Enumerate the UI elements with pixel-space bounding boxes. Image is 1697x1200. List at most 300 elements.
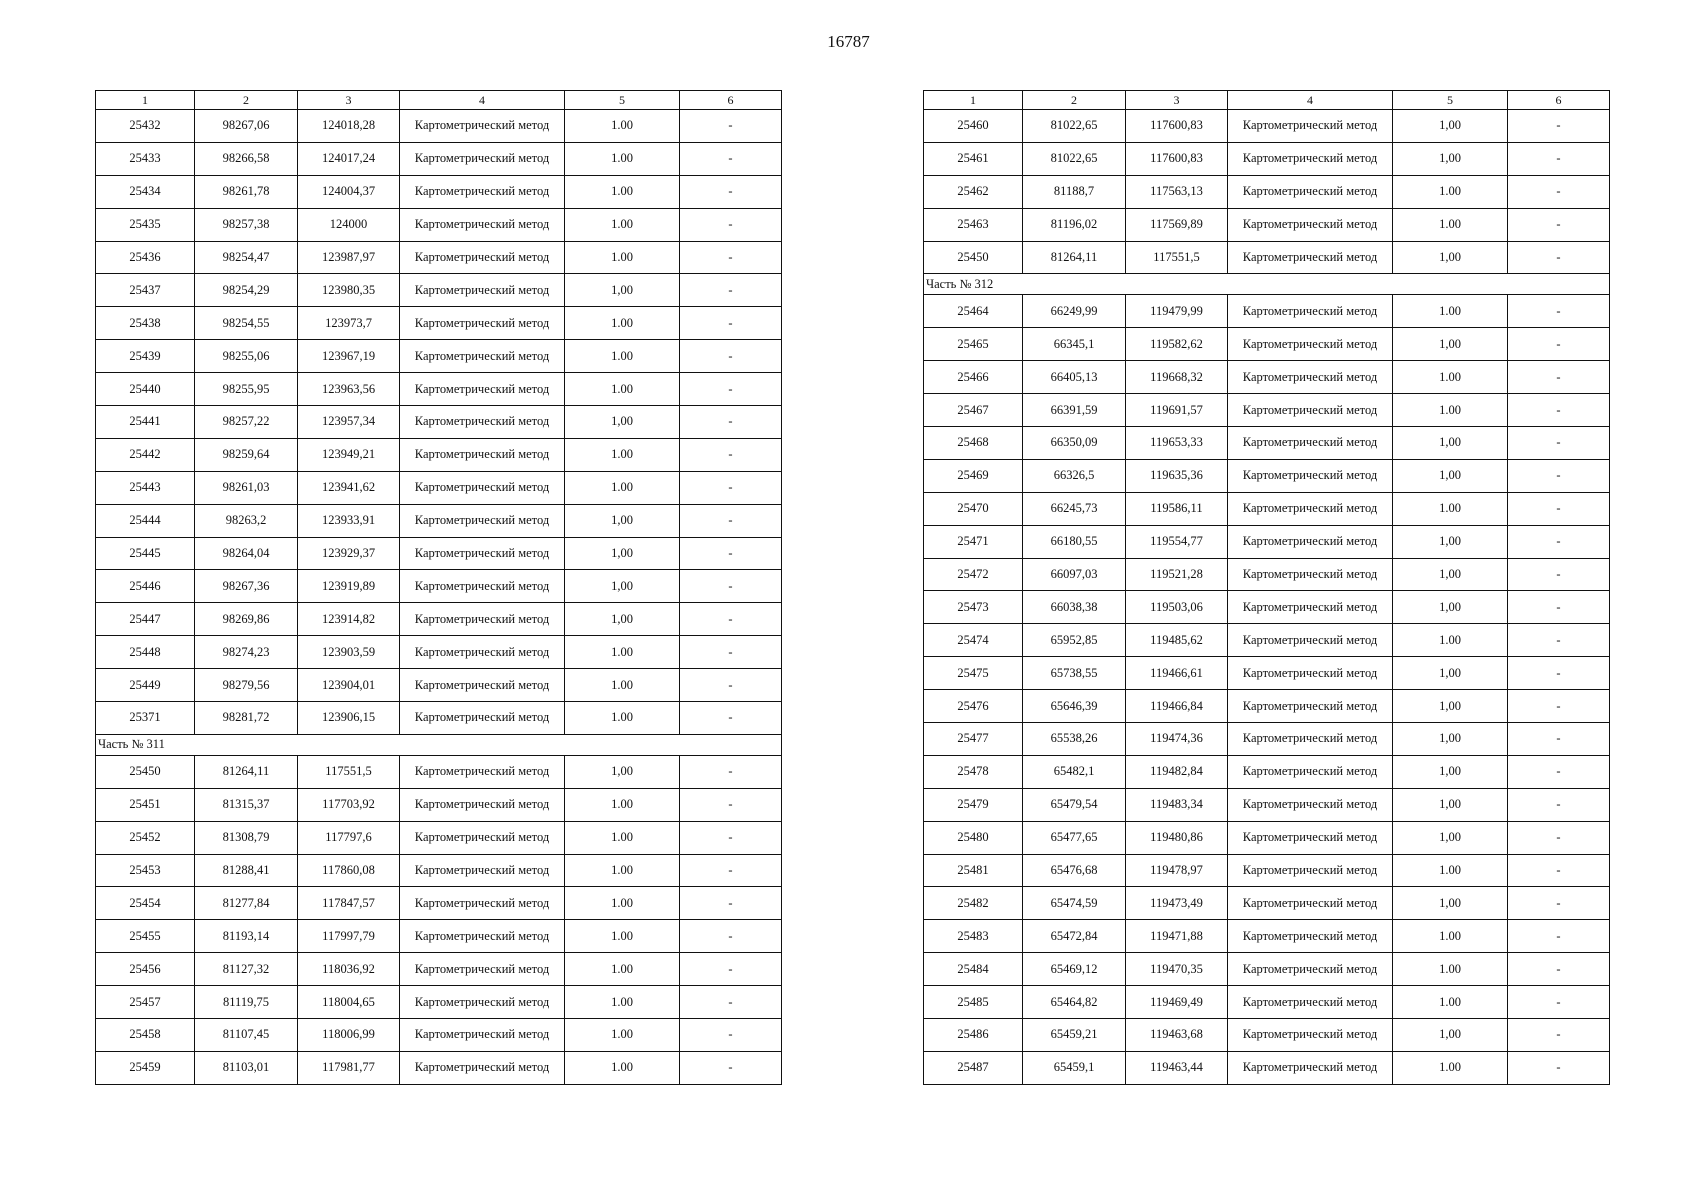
table-header: [96, 91, 782, 110]
table-row: [96, 788, 782, 821]
column-header: 1: [924, 91, 1023, 110]
point-number-cell: 25451: [96, 788, 195, 821]
y-coordinate-cell: 119466,61: [1126, 657, 1228, 690]
table-row: [96, 570, 782, 603]
method-cell: Картометрический метод: [1228, 624, 1393, 657]
table-row: [96, 307, 782, 340]
x-coordinate-cell: 98257,22: [195, 406, 298, 439]
method-cell: Картометрический метод: [1228, 953, 1393, 986]
y-coordinate-cell: 117997,79: [298, 920, 400, 953]
point-number-cell: 25481: [924, 854, 1023, 887]
table-row: [924, 920, 1610, 953]
table-row: [924, 492, 1610, 525]
table-row: [96, 438, 782, 471]
accuracy-cell: 1,00: [1393, 110, 1508, 143]
accuracy-cell: 1.00: [565, 821, 680, 854]
point-number-cell: 25464: [924, 295, 1023, 328]
accuracy-cell: 1.00: [1393, 953, 1508, 986]
accuracy-cell: 1.00: [565, 953, 680, 986]
method-cell: Картометрический метод: [400, 110, 565, 143]
x-coordinate-cell: 66345,1: [1023, 328, 1126, 361]
method-cell: Картометрический метод: [1228, 525, 1393, 558]
accuracy-cell: 1,00: [1393, 328, 1508, 361]
method-cell: Картометрический метод: [400, 241, 565, 274]
y-coordinate-cell: 119503,06: [1126, 591, 1228, 624]
point-number-cell: 25483: [924, 920, 1023, 953]
method-cell: Картометрический метод: [1228, 1051, 1393, 1084]
y-coordinate-cell: 119483,34: [1126, 788, 1228, 821]
point-number-cell: 25434: [96, 175, 195, 208]
x-coordinate-cell: 81264,11: [195, 755, 298, 788]
point-number-cell: 25461: [924, 142, 1023, 175]
y-coordinate-cell: 119586,11: [1126, 492, 1228, 525]
description-cell: -: [680, 854, 782, 887]
y-coordinate-cell: 124004,37: [298, 175, 400, 208]
method-cell: Картометрический метод: [1228, 394, 1393, 427]
y-coordinate-cell: 119466,84: [1126, 690, 1228, 723]
description-cell: -: [680, 1019, 782, 1052]
x-coordinate-cell: 81022,65: [1023, 110, 1126, 143]
point-number-cell: 25449: [96, 669, 195, 702]
method-cell: Картометрический метод: [1228, 887, 1393, 920]
x-coordinate-cell: 98254,47: [195, 241, 298, 274]
x-coordinate-cell: 65476,68: [1023, 854, 1126, 887]
x-coordinate-cell: 98254,55: [195, 307, 298, 340]
point-number-cell: 25438: [96, 307, 195, 340]
description-cell: -: [1508, 1019, 1610, 1052]
point-number-cell: 25446: [96, 570, 195, 603]
point-number-cell: 25458: [96, 1019, 195, 1052]
point-number-cell: 25448: [96, 636, 195, 669]
y-coordinate-cell: 119554,77: [1126, 525, 1228, 558]
accuracy-cell: 1.00: [565, 307, 680, 340]
y-coordinate-cell: 119463,68: [1126, 1019, 1228, 1052]
accuracy-cell: 1.00: [1393, 361, 1508, 394]
column-header: 5: [1393, 91, 1508, 110]
description-cell: -: [1508, 986, 1610, 1019]
point-number-cell: 25433: [96, 142, 195, 175]
x-coordinate-cell: 66326,5: [1023, 459, 1126, 492]
table-row: [96, 241, 782, 274]
point-number-cell: 25479: [924, 788, 1023, 821]
table-row: [96, 986, 782, 1019]
table-row: [924, 854, 1610, 887]
table-row: [96, 953, 782, 986]
accuracy-cell: 1,00: [1393, 821, 1508, 854]
method-cell: Картометрический метод: [1228, 558, 1393, 591]
method-cell: Картометрический метод: [400, 438, 565, 471]
accuracy-cell: 1.00: [565, 854, 680, 887]
table-row: [96, 702, 782, 735]
table-row: [96, 373, 782, 406]
x-coordinate-cell: 81315,37: [195, 788, 298, 821]
y-coordinate-cell: 123919,89: [298, 570, 400, 603]
accuracy-cell: 1.00: [1393, 492, 1508, 525]
table-row: [96, 175, 782, 208]
point-number-cell: 25441: [96, 406, 195, 439]
accuracy-cell: 1,00: [565, 504, 680, 537]
accuracy-cell: 1,00: [1393, 1019, 1508, 1052]
point-number-cell: 25476: [924, 690, 1023, 723]
description-cell: -: [1508, 558, 1610, 591]
accuracy-cell: 1,00: [565, 406, 680, 439]
accuracy-cell: 1.00: [565, 175, 680, 208]
x-coordinate-cell: 65538,26: [1023, 723, 1126, 756]
y-coordinate-cell: 123933,91: [298, 504, 400, 537]
y-coordinate-cell: 119668,32: [1126, 361, 1228, 394]
description-cell: -: [680, 373, 782, 406]
point-number-cell: 25480: [924, 821, 1023, 854]
column-header: 4: [1228, 91, 1393, 110]
coordinates-table-left: [95, 90, 782, 1085]
point-number-cell: 25478: [924, 755, 1023, 788]
y-coordinate-cell: 123941,62: [298, 471, 400, 504]
table-header: [924, 91, 1610, 110]
method-cell: Картометрический метод: [400, 406, 565, 439]
x-coordinate-cell: 81277,84: [195, 887, 298, 920]
y-coordinate-cell: 123967,19: [298, 340, 400, 373]
description-cell: -: [680, 537, 782, 570]
point-number-cell: 25473: [924, 591, 1023, 624]
y-coordinate-cell: 123980,35: [298, 274, 400, 307]
description-cell: -: [680, 821, 782, 854]
table-row: [924, 525, 1610, 558]
accuracy-cell: 1.00: [1393, 208, 1508, 241]
method-cell: Картометрический метод: [1228, 295, 1393, 328]
y-coordinate-cell: 119691,57: [1126, 394, 1228, 427]
method-cell: Картометрический метод: [1228, 175, 1393, 208]
description-cell: -: [1508, 854, 1610, 887]
accuracy-cell: 1,00: [1393, 142, 1508, 175]
table-body: [96, 110, 782, 1085]
point-number-cell: 25470: [924, 492, 1023, 525]
x-coordinate-cell: 98255,06: [195, 340, 298, 373]
method-cell: Картометрический метод: [400, 537, 565, 570]
x-coordinate-cell: 81308,79: [195, 821, 298, 854]
description-cell: -: [1508, 723, 1610, 756]
accuracy-cell: 1,00: [1393, 657, 1508, 690]
accuracy-cell: 1.00: [1393, 394, 1508, 427]
column-header: 2: [195, 91, 298, 110]
y-coordinate-cell: 123906,15: [298, 702, 400, 735]
accuracy-cell: 1,00: [565, 274, 680, 307]
accuracy-cell: 1.00: [565, 702, 680, 735]
x-coordinate-cell: 98255,95: [195, 373, 298, 406]
y-coordinate-cell: 123929,37: [298, 537, 400, 570]
table-row: [924, 241, 1610, 274]
y-coordinate-cell: 124000: [298, 208, 400, 241]
method-cell: Картометрический метод: [400, 636, 565, 669]
y-coordinate-cell: 119635,36: [1126, 459, 1228, 492]
x-coordinate-cell: 81107,45: [195, 1019, 298, 1052]
accuracy-cell: 1,00: [1393, 591, 1508, 624]
point-number-cell: 25443: [96, 471, 195, 504]
method-cell: Картометрический метод: [1228, 854, 1393, 887]
y-coordinate-cell: 123957,34: [298, 406, 400, 439]
accuracy-cell: 1.00: [1393, 1051, 1508, 1084]
method-cell: Картометрический метод: [1228, 459, 1393, 492]
description-cell: -: [680, 142, 782, 175]
description-cell: -: [1508, 525, 1610, 558]
x-coordinate-cell: 98267,06: [195, 110, 298, 143]
point-number-cell: 25471: [924, 525, 1023, 558]
accuracy-cell: 1.00: [565, 373, 680, 406]
description-cell: -: [680, 110, 782, 143]
table-row: [924, 755, 1610, 788]
y-coordinate-cell: 119473,49: [1126, 887, 1228, 920]
point-number-cell: 25465: [924, 328, 1023, 361]
point-number-cell: 25447: [96, 603, 195, 636]
column-header: 4: [400, 91, 565, 110]
accuracy-cell: 1.00: [565, 438, 680, 471]
description-cell: -: [680, 175, 782, 208]
table-row: [924, 953, 1610, 986]
table-row: [924, 110, 1610, 143]
x-coordinate-cell: 65469,12: [1023, 953, 1126, 986]
accuracy-cell: 1,00: [1393, 558, 1508, 591]
point-number-cell: 25455: [96, 920, 195, 953]
y-coordinate-cell: 117563,13: [1126, 175, 1228, 208]
description-cell: -: [1508, 394, 1610, 427]
column-header: 6: [680, 91, 782, 110]
accuracy-cell: 1,00: [1393, 788, 1508, 821]
table-row: [96, 208, 782, 241]
table-row: [924, 1051, 1610, 1084]
x-coordinate-cell: 66180,55: [1023, 525, 1126, 558]
accuracy-cell: 1,00: [1393, 723, 1508, 756]
y-coordinate-cell: 117600,83: [1126, 110, 1228, 143]
description-cell: -: [1508, 624, 1610, 657]
table-row: [924, 887, 1610, 920]
x-coordinate-cell: 65472,84: [1023, 920, 1126, 953]
description-cell: -: [1508, 657, 1610, 690]
y-coordinate-cell: 119582,62: [1126, 328, 1228, 361]
x-coordinate-cell: 65952,85: [1023, 624, 1126, 657]
point-number-cell: 25442: [96, 438, 195, 471]
point-number-cell: 25466: [924, 361, 1023, 394]
description-cell: -: [680, 669, 782, 702]
description-cell: -: [1508, 427, 1610, 460]
table-row: [924, 208, 1610, 241]
table-row: [96, 537, 782, 570]
y-coordinate-cell: 117551,5: [1126, 241, 1228, 274]
method-cell: Картометрический метод: [1228, 657, 1393, 690]
method-cell: Картометрический метод: [1228, 328, 1393, 361]
point-number-cell: 25485: [924, 986, 1023, 1019]
method-cell: Картометрический метод: [400, 208, 565, 241]
y-coordinate-cell: 117703,92: [298, 788, 400, 821]
y-coordinate-cell: 117600,83: [1126, 142, 1228, 175]
method-cell: Картометрический метод: [1228, 361, 1393, 394]
point-number-cell: 25484: [924, 953, 1023, 986]
point-number-cell: 25450: [924, 241, 1023, 274]
x-coordinate-cell: 81127,32: [195, 953, 298, 986]
description-cell: -: [680, 636, 782, 669]
accuracy-cell: 1,00: [1393, 459, 1508, 492]
accuracy-cell: 1.00: [565, 986, 680, 1019]
method-cell: Картометрический метод: [400, 603, 565, 636]
description-cell: -: [1508, 591, 1610, 624]
table-row: [924, 1019, 1610, 1052]
point-number-cell: 25457: [96, 986, 195, 1019]
y-coordinate-cell: 119478,97: [1126, 854, 1228, 887]
y-coordinate-cell: 117569,89: [1126, 208, 1228, 241]
method-cell: Картометрический метод: [1228, 690, 1393, 723]
table-row: [96, 603, 782, 636]
table-row: [924, 142, 1610, 175]
point-number-cell: 25460: [924, 110, 1023, 143]
page-number: 16787: [827, 32, 870, 51]
description-cell: -: [1508, 175, 1610, 208]
description-cell: -: [1508, 755, 1610, 788]
point-number-cell: 25456: [96, 953, 195, 986]
y-coordinate-cell: 119485,62: [1126, 624, 1228, 657]
point-number-cell: 25445: [96, 537, 195, 570]
table-row: [96, 887, 782, 920]
x-coordinate-cell: 65646,39: [1023, 690, 1126, 723]
x-coordinate-cell: 81103,01: [195, 1051, 298, 1084]
table-row: [924, 657, 1610, 690]
point-number-cell: 25463: [924, 208, 1023, 241]
point-number-cell: 25468: [924, 427, 1023, 460]
section-row: [96, 734, 782, 755]
y-coordinate-cell: 124017,24: [298, 142, 400, 175]
point-number-cell: 25439: [96, 340, 195, 373]
method-cell: Картометрический метод: [400, 821, 565, 854]
accuracy-cell: 1.00: [565, 669, 680, 702]
accuracy-cell: 1,00: [565, 570, 680, 603]
accuracy-cell: 1.00: [565, 110, 680, 143]
point-number-cell: 25432: [96, 110, 195, 143]
accuracy-cell: 1,00: [1393, 887, 1508, 920]
table-row: [96, 110, 782, 143]
description-cell: -: [680, 986, 782, 1019]
method-cell: Картометрический метод: [1228, 821, 1393, 854]
x-coordinate-cell: 98269,86: [195, 603, 298, 636]
point-number-cell: 25444: [96, 504, 195, 537]
y-coordinate-cell: 123987,97: [298, 241, 400, 274]
column-header: 3: [298, 91, 400, 110]
x-coordinate-cell: 66245,73: [1023, 492, 1126, 525]
method-cell: Картометрический метод: [1228, 986, 1393, 1019]
description-cell: -: [1508, 690, 1610, 723]
x-coordinate-cell: 98254,29: [195, 274, 298, 307]
x-coordinate-cell: 66249,99: [1023, 295, 1126, 328]
table-row: [96, 274, 782, 307]
accuracy-cell: 1.00: [565, 208, 680, 241]
table-row: [924, 295, 1610, 328]
accuracy-cell: 1,00: [565, 603, 680, 636]
method-cell: Картометрический метод: [400, 702, 565, 735]
table-row: [96, 1051, 782, 1084]
description-cell: -: [1508, 241, 1610, 274]
accuracy-cell: 1.00: [1393, 854, 1508, 887]
point-number-cell: 25437: [96, 274, 195, 307]
method-cell: Картометрический метод: [400, 471, 565, 504]
column-header: 2: [1023, 91, 1126, 110]
table-row: [96, 471, 782, 504]
x-coordinate-cell: 98267,36: [195, 570, 298, 603]
method-cell: Картометрический метод: [1228, 492, 1393, 525]
table-row: [96, 920, 782, 953]
method-cell: Картометрический метод: [400, 755, 565, 788]
x-coordinate-cell: 65738,55: [1023, 657, 1126, 690]
accuracy-cell: 1,00: [1393, 427, 1508, 460]
table-row: [924, 558, 1610, 591]
x-coordinate-cell: 66038,38: [1023, 591, 1126, 624]
x-coordinate-cell: 98263,2: [195, 504, 298, 537]
description-cell: -: [1508, 788, 1610, 821]
method-cell: Картометрический метод: [1228, 427, 1393, 460]
description-cell: -: [680, 307, 782, 340]
point-number-cell: 25474: [924, 624, 1023, 657]
table-row: [924, 361, 1610, 394]
accuracy-cell: 1,00: [1393, 241, 1508, 274]
x-coordinate-cell: 98274,23: [195, 636, 298, 669]
description-cell: -: [680, 755, 782, 788]
description-cell: -: [680, 603, 782, 636]
point-number-cell: 25452: [96, 821, 195, 854]
description-cell: -: [1508, 361, 1610, 394]
x-coordinate-cell: 98279,56: [195, 669, 298, 702]
table-body: [924, 110, 1610, 1085]
y-coordinate-cell: 119480,86: [1126, 821, 1228, 854]
method-cell: Картометрический метод: [400, 920, 565, 953]
description-cell: -: [680, 1051, 782, 1084]
accuracy-cell: 1.00: [565, 920, 680, 953]
method-cell: Картометрический метод: [1228, 110, 1393, 143]
table-row: [96, 504, 782, 537]
accuracy-cell: 1.00: [565, 788, 680, 821]
table-row: [924, 690, 1610, 723]
method-cell: Картометрический метод: [1228, 241, 1393, 274]
column-header: 5: [565, 91, 680, 110]
accuracy-cell: 1,00: [1393, 525, 1508, 558]
table-row: [924, 394, 1610, 427]
accuracy-cell: 1.00: [1393, 175, 1508, 208]
description-cell: -: [680, 340, 782, 373]
method-cell: Картометрический метод: [400, 175, 565, 208]
description-cell: -: [1508, 142, 1610, 175]
point-number-cell: 25469: [924, 459, 1023, 492]
description-cell: -: [680, 702, 782, 735]
accuracy-cell: 1.00: [1393, 295, 1508, 328]
method-cell: Картометрический метод: [400, 307, 565, 340]
method-cell: Картометрический метод: [400, 887, 565, 920]
description-cell: -: [680, 920, 782, 953]
x-coordinate-cell: 98257,38: [195, 208, 298, 241]
description-cell: -: [680, 438, 782, 471]
table-row: [924, 624, 1610, 657]
point-number-cell: 25450: [96, 755, 195, 788]
x-coordinate-cell: 66097,03: [1023, 558, 1126, 591]
table-row: [96, 821, 782, 854]
method-cell: Картометрический метод: [400, 570, 565, 603]
point-number-cell: 25472: [924, 558, 1023, 591]
x-coordinate-cell: 81196,02: [1023, 208, 1126, 241]
y-coordinate-cell: 123949,21: [298, 438, 400, 471]
method-cell: Картометрический метод: [400, 274, 565, 307]
y-coordinate-cell: 118006,99: [298, 1019, 400, 1052]
accuracy-cell: 1.00: [565, 142, 680, 175]
method-cell: Картометрический метод: [400, 986, 565, 1019]
accuracy-cell: 1,00: [565, 537, 680, 570]
x-coordinate-cell: 65477,65: [1023, 821, 1126, 854]
x-coordinate-cell: 98259,64: [195, 438, 298, 471]
table-row: [96, 142, 782, 175]
y-coordinate-cell: 117551,5: [298, 755, 400, 788]
y-coordinate-cell: 119653,33: [1126, 427, 1228, 460]
